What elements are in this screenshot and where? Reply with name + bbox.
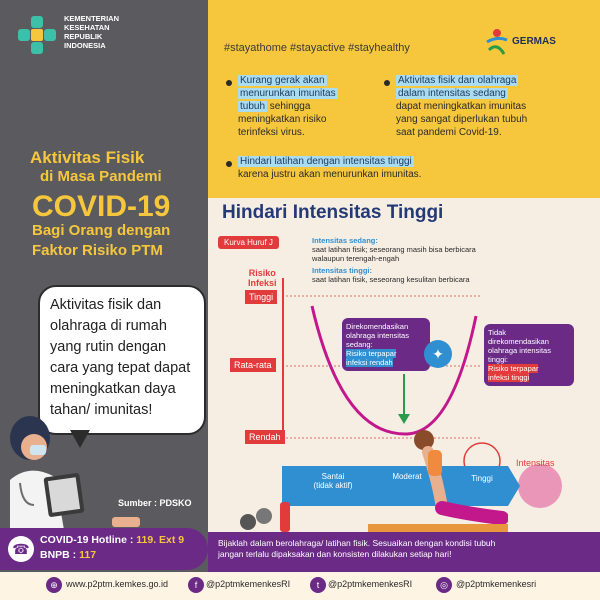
website-link[interactable]: www.p2ptm.kemkes.go.id [66, 579, 169, 589]
bubble-line: Aktivitas fisik dan [50, 297, 162, 313]
fact-a-highlight: menurunkan imunitas [240, 88, 336, 99]
risk-label: Infeksi [248, 278, 277, 288]
tips-bar [208, 532, 600, 572]
chart-title: Hindari Intensitas Tinggi [222, 202, 444, 223]
title-covid: COVID-19 [32, 190, 171, 223]
fact-a-text: terinfeksi virus. [238, 127, 305, 138]
org-line: KESEHATAN [64, 23, 110, 32]
fact-a [238, 74, 388, 139]
bubble-line: meningkatkan daya [50, 381, 176, 397]
fact-b-text: saat pandemi Covid-19. [396, 127, 502, 138]
hotline-covid-label: COVID-19 Hotline : [40, 534, 137, 546]
facebook-icon: f [188, 577, 204, 593]
facebook-link[interactable]: @p2ptmkemenkesRI [206, 579, 291, 589]
hotline-bnpb [40, 549, 96, 561]
rec-text: olahraga intensitas [346, 331, 409, 340]
fact-c [238, 155, 538, 181]
y-label-tinggi: Tinggi [245, 290, 277, 304]
legend-tinggi-title: Intensitas tinggi: [312, 266, 372, 275]
globe-icon: ⊕ [46, 577, 62, 593]
hashtags: #stayathome #stayactive #stayhealthy [224, 42, 410, 54]
hotline-bnpb-number: 117 [79, 549, 97, 561]
y-label-rendah: Rendah [245, 430, 285, 444]
fact-a-text: meningkatkan risiko [238, 114, 327, 125]
hotline-covid [40, 534, 184, 546]
instagram-icon: ◎ [436, 577, 452, 593]
legend-tinggi [312, 266, 552, 284]
legend-tinggi-text: saat latihan fisik, seseorang kesulitan berbicara [312, 275, 470, 284]
fact-b-highlight: Aktivitas fisik dan olahraga [398, 75, 517, 86]
fact-a-highlight: Kurang gerak akan [240, 75, 325, 86]
hotline-bnpb-label: BNPB : [40, 549, 80, 561]
org-line: KEMENTERIAN [64, 14, 120, 23]
not-recommended-box [484, 324, 574, 386]
rec-highlight: infeksi rendah [346, 358, 393, 367]
twitter-link[interactable]: @p2ptmkemenkesRI [328, 579, 413, 589]
fact-a-text: sehingga [267, 101, 311, 112]
x-label-moderat: Moderat [392, 472, 422, 481]
bubble-line: olahraga di rumah [50, 318, 167, 334]
bullet [226, 80, 232, 86]
legend-sedang-title: Intensitas sedang: [312, 236, 378, 245]
risk-axis-title [248, 268, 277, 288]
legend-sedang-text: walaupun terengah-engah [312, 254, 400, 263]
phone-icon: ☎ [8, 536, 34, 562]
hotline-covid-number: 119. Ext 9 [136, 534, 185, 546]
norec-text: direkomendasikan [488, 337, 549, 346]
x-label-text: (tidak aktif) [313, 481, 353, 490]
norec-highlight: infeksi tinggi [488, 373, 530, 382]
kemenkes-logo-icon [16, 14, 58, 56]
yoga-icon: ✦ [424, 340, 452, 368]
x-axis-title: Intensitas [516, 458, 555, 468]
bubble-line: tahan/ imunitas! [50, 402, 153, 418]
bullet [384, 80, 390, 86]
legend-sedang-text: saat latihan fisik; seseorang masih bisa berbicara [312, 245, 476, 254]
fact-b-text: dapat meningkatkan imunitas [396, 101, 527, 112]
legend-sedang [312, 236, 552, 263]
norec-text: tinggi: [488, 355, 509, 364]
curve-label: Kurva Huruf J [218, 236, 279, 249]
norec-highlight: Risiko terpapar [488, 364, 539, 373]
fact-b-text: yang sangat diperlukan tubuh [396, 114, 528, 125]
norec-text: Tidak [488, 328, 507, 337]
norec-text: olahraga intensitas [488, 346, 551, 355]
bubble-line: yang rutin dengan [50, 339, 167, 355]
yoga-woman-illustration [368, 422, 508, 532]
org-line: REPUBLIK [64, 32, 103, 41]
org-name [64, 14, 164, 50]
germas-label: GERMAS [512, 36, 556, 47]
y-label-rata: Rata-rata [230, 358, 276, 372]
tips-line: jangan terlalu dipaksakan dan konsisten dilakukan setiap hari! [218, 549, 452, 559]
fact-c-highlight: Hindari latihan dengan intensitas tinggi [240, 156, 412, 167]
fact-b-highlight: dalam intensitas sedang [398, 88, 506, 99]
germas-logo-icon [484, 28, 510, 56]
title-line-4: Bagi Orang dengan [32, 222, 171, 239]
rec-text: Direkomendasikan [346, 322, 409, 331]
title-line-2: di Masa Pandemi [40, 168, 162, 185]
x-label-santai [298, 472, 368, 490]
x-axis-arrow [508, 466, 520, 506]
fact-c-text: karena justru akan menurunkan imunitas. [238, 169, 422, 180]
rec-text: sedang: [346, 340, 373, 349]
x-label-tinggi: Tinggi [471, 474, 493, 483]
fact-a-highlight: tubuh [240, 101, 266, 112]
exercise-ball [518, 464, 562, 508]
instagram-link[interactable]: @p2ptmkemenkesri [456, 579, 537, 589]
title-line-1: Aktivitas Fisik [30, 148, 145, 167]
tips-line: Bijaklah dalam berolahraga/ latihan fisik. Sesuaikan dengan kondisi tubuh [218, 538, 496, 548]
fact-b [396, 74, 586, 139]
doctor-illustration [0, 405, 140, 530]
org-line: INDONESIA [64, 41, 106, 50]
dumbbells-illustration [236, 500, 296, 532]
bubble-line: cara yang tepat dapat [50, 360, 191, 376]
source-text: Sumber : PDSKO [118, 498, 192, 508]
x-label-text: Santai [321, 472, 345, 481]
title-line-5: Faktor Risiko PTM [32, 242, 163, 259]
bullet [226, 161, 232, 167]
recommended-box [342, 318, 430, 371]
rec-highlight: Risiko terpapar [346, 349, 397, 358]
twitter-icon: t [310, 577, 326, 593]
risk-label: Risiko [248, 268, 276, 278]
